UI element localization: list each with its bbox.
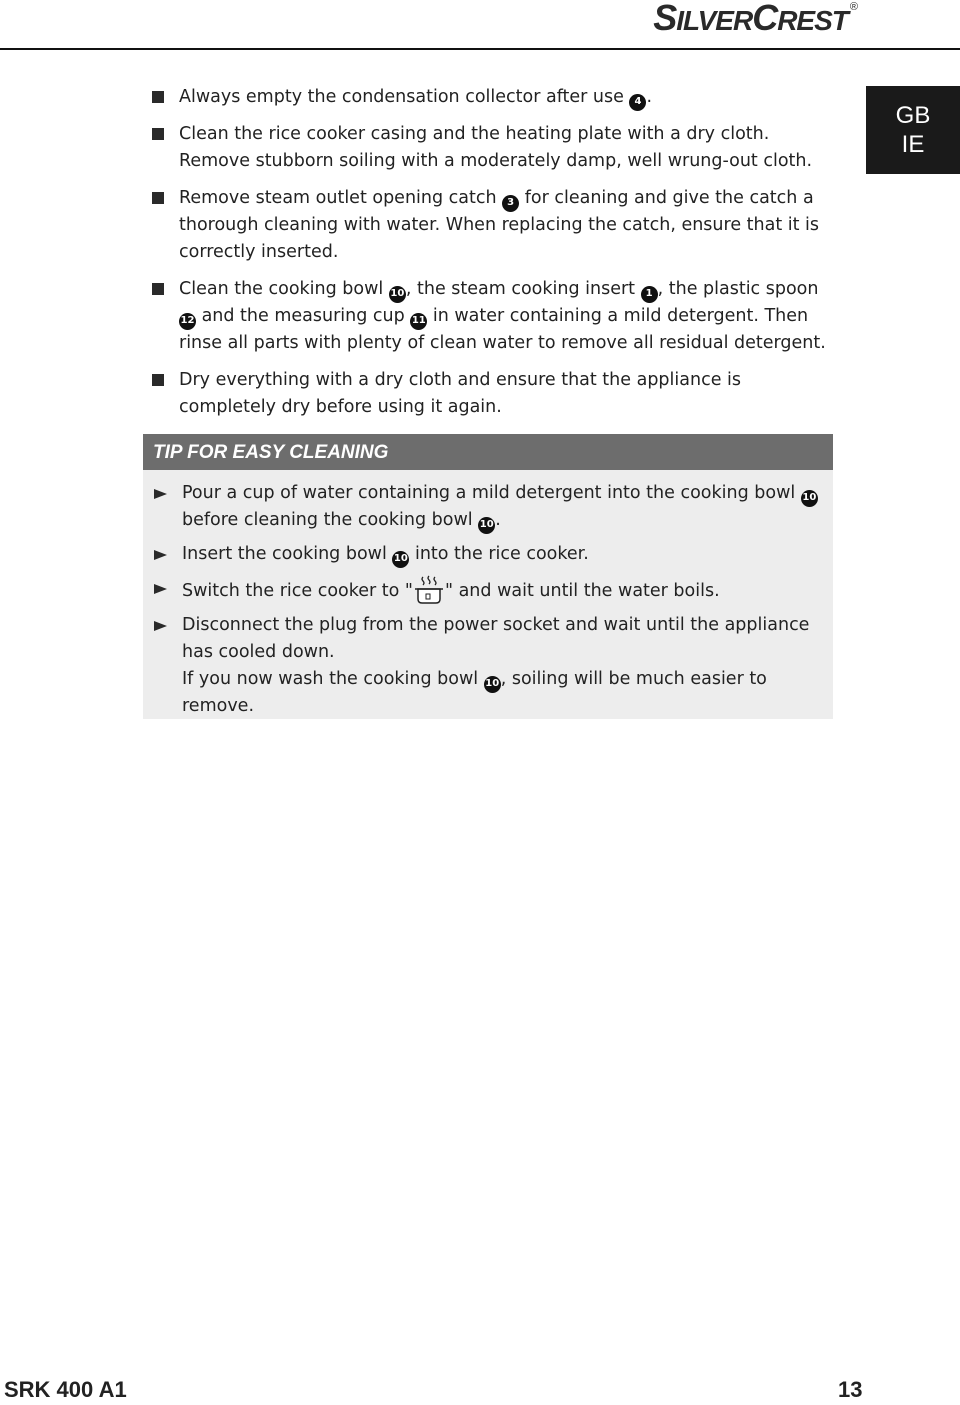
language-code-ie: IE [901,131,925,158]
tip-title: TIP FOR EASY CLEANING [143,434,833,470]
part-number-badge: 1 [641,286,658,303]
bullet-item: Remove steam outlet opening catch 3 for cleaning and give the catch a thorough cleaning with water. When replacing the catch, ensure that it is correctly inserted. [148,185,838,266]
brand-logo: SILVERCREST ® [653,0,857,38]
square-bullet-icon [152,283,164,295]
model-number: SRK 400 A1 [4,1377,127,1402]
page-number: 13 [838,1377,863,1402]
steaming-pot-icon [413,575,445,605]
language-code-gb: GB [895,102,931,129]
tip-step: Disconnect the plug from the power socket and wait until the appliance has cooled down. If you now wash the cooking bowl 10, soiling will be much easier to remove. [143,612,833,720]
bullet-item: Clean the rice cooker casing and the heating plate with a dry cloth. Remove stubborn soiling with a moderately damp, well wrung-out cloth. [148,121,838,175]
arrow-bullet-icon [154,489,167,499]
part-number-badge: 4 [629,94,646,111]
tip-box [143,434,833,719]
arrow-bullet-icon [154,621,167,631]
square-bullet-icon [152,128,164,140]
part-number-badge: 10 [801,490,818,507]
arrow-bullet-icon [154,584,167,594]
arrow-bullet-icon [154,550,167,560]
square-bullet-icon [152,91,164,103]
bullet-item: Always empty the condensation collector after use 4 . [148,84,838,111]
bullet-list [148,84,838,421]
cleaning-instructions [148,84,838,431]
part-number-badge: 10 [392,551,409,568]
tip-step: Pour a cup of water containing a mild detergent into the cooking bowl 10 before cleaning the cooking bowl 10. [143,480,833,534]
bullet-item: Dry everything with a dry cloth and ensure that the appliance is completely dry before using it again. [148,367,838,421]
header-divider [0,48,960,50]
square-bullet-icon [152,374,164,386]
tip-steps [143,470,833,720]
square-bullet-icon [152,192,164,204]
part-number-badge: 11 [410,313,427,330]
bullet-item: Clean the cooking bowl 10, the steam cooking insert 1 , the plastic spoon 12 and the measuring cup 11 in water containing a mild detergent. Then rinse all parts with plenty of clean water to remove all residual detergent. [148,276,838,357]
part-number-badge: 3 [502,195,519,212]
part-number-badge: 10 [478,517,495,534]
tip-step: Insert the cooking bowl 10 into the rice cooker. [143,541,833,568]
part-number-badge: 10 [389,286,406,303]
part-number-badge: 12 [179,313,196,330]
language-tab [866,86,960,174]
part-number-badge: 10 [484,676,501,693]
tip-step: Switch the rice cooker to " " and wait until the water boils. [143,575,833,605]
